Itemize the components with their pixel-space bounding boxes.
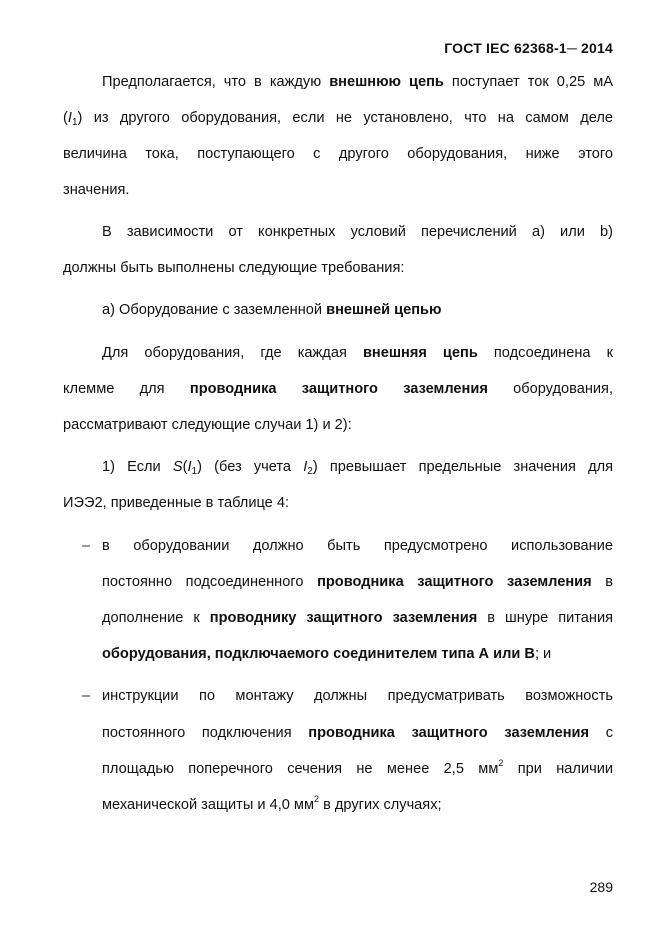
text-run: а) Оборудование с заземленной (102, 302, 327, 318)
text-run: в (591, 574, 614, 590)
list-item-line (102, 537, 613, 555)
paragraph-line (63, 181, 129, 199)
document-header: ГОСТ IEC 62368-1─ 2014 (444, 40, 613, 56)
text-run: ( (182, 459, 188, 475)
text-run: инструкции по монтажу должны предусматривать возможность (102, 688, 613, 704)
text-run: подсоединена к (477, 345, 613, 361)
text-run: механической защиты и 4,0 мм (102, 797, 314, 813)
text-run: в оборудовании должно быть предусмотрено использование (102, 538, 613, 554)
superscript: 2 (314, 794, 320, 804)
paragraph-line (63, 259, 404, 277)
text-run: ( (63, 110, 68, 126)
paragraph-line (102, 344, 613, 362)
term-bold: внешней цепью (326, 302, 442, 318)
term-bold: проводника защитного заземления (308, 725, 590, 741)
term-bold: внешнюю цепь (329, 74, 444, 90)
text-run: значения. (63, 182, 130, 198)
paragraph-line (63, 145, 613, 163)
bullet-dash: – (82, 538, 91, 554)
text-run: В зависимости от конкретных условий перечислений а) или b) (102, 224, 613, 240)
text-run: должны быть выполнены следующие требования: (63, 260, 405, 276)
variable-italic: S (172, 459, 183, 475)
text-run: ) превышает предельные значения для (312, 459, 613, 475)
text-run: рассматривают следующие случаи 1) и 2): (63, 417, 352, 433)
variable-italic: I (67, 110, 72, 126)
paragraph-line (102, 458, 613, 476)
paragraph-line (63, 416, 352, 434)
list-item-line (102, 609, 613, 627)
variable-italic: I (187, 459, 192, 475)
list-item-line (102, 796, 442, 814)
text-run: клемме для (63, 381, 190, 397)
text-run: ) (без учета (197, 459, 304, 475)
term-bold: проводнику защитного заземления (209, 610, 478, 626)
bullet-dash: – (82, 688, 91, 704)
list-item-line (102, 724, 613, 742)
subscript: 1 (191, 466, 198, 477)
paragraph-line (63, 109, 613, 127)
list-item-line (102, 573, 613, 591)
paragraph-line (102, 223, 613, 241)
term-bold: оборудования, подключаемого соединителем типа А или В (102, 646, 535, 662)
text-run: с (589, 725, 613, 741)
paragraph-line (63, 494, 289, 512)
paragraph-line (102, 73, 613, 91)
text-run: ИЭЭ2, приведенные в таблице 4: (63, 495, 290, 511)
superscript: 2 (498, 758, 504, 768)
list-item-line (102, 760, 613, 778)
term-bold: внешняя цепь (362, 345, 478, 361)
text-run: Предполагается, что в каждую (102, 74, 330, 90)
text-run: ) из другого оборудования, если не установлено, что на самом деле (77, 110, 613, 126)
text-run: дополнение к (102, 610, 210, 626)
text-run: в шнуре питания (477, 610, 614, 626)
text-run: величина тока, поступающего с другого оборудования, ниже этого (63, 146, 613, 162)
term-bold: проводника защитного заземления (189, 381, 488, 397)
text-run: ; и (534, 646, 552, 662)
text-run: площадью поперечного сечения не менее 2,5 мм (102, 761, 499, 777)
text-run: Для оборудования, где каждая (102, 345, 363, 361)
text-run: поступает ток 0,25 мА (443, 74, 613, 90)
variable-italic: I (303, 459, 308, 475)
list-item-line (102, 687, 613, 705)
term-bold: проводника защитного заземления (317, 574, 592, 590)
text-run: оборудования, (487, 381, 613, 397)
paragraph-line (63, 380, 613, 398)
subscript: 1 (71, 117, 78, 128)
page-number: 289 (589, 879, 613, 895)
text-run: 1) Если (102, 459, 173, 475)
list-item-line (102, 645, 551, 663)
text-run: постоянного подключения (102, 725, 309, 741)
paragraph-line (102, 301, 441, 319)
subscript: 2 (307, 466, 313, 477)
text-run: при наличии (503, 761, 613, 777)
text-run: постоянно подсоединенного (102, 574, 318, 590)
text-run: в других случаях; (319, 797, 442, 813)
